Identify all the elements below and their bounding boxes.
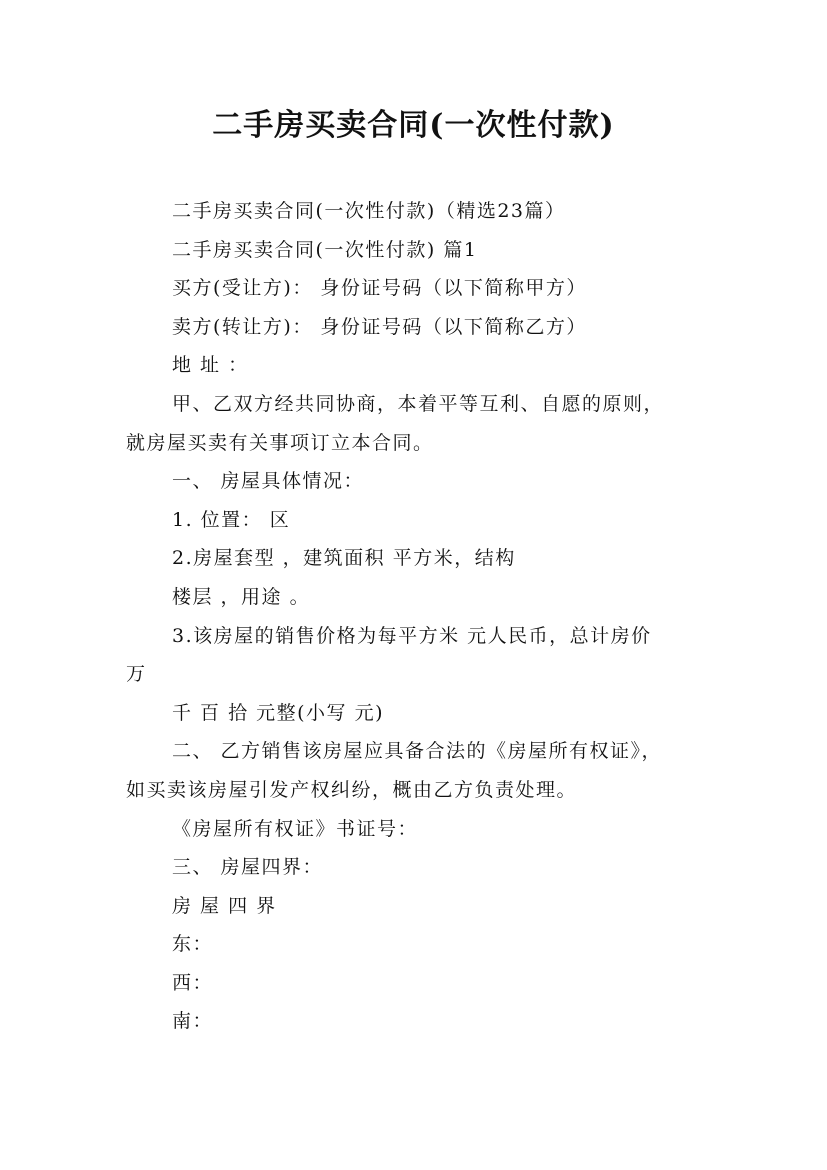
paragraph-line: 房 屋 四 界 [172, 894, 277, 917]
paragraph-line: 买方(受让方)： 身份证号码（以下简称甲方） [172, 277, 587, 300]
paragraph-line: 一、 房屋具体情况： [172, 470, 365, 493]
document-body [126, 192, 726, 1041]
paragraph-line: 楼层 ，用途 。 [172, 585, 311, 608]
paragraph-line: 3.该房屋的销售价格为每平方米 元人民币，总计房价 [172, 624, 652, 647]
paragraph-line: 二手房买卖合同(一次性付款)（精选23篇） [172, 200, 566, 222]
paragraph-line: 2.房屋套型 ，建筑面积 平方米，结构 [172, 547, 516, 570]
paragraph-line: 二、 乙方销售该房屋应具备合法的《房屋所有权证》， [172, 740, 663, 763]
paragraph-line: 南： [172, 1010, 214, 1033]
paragraph-line: 如买卖该房屋引发产权纠纷，概由乙方负责处理。 [126, 778, 578, 801]
paragraph-line: 东： [172, 933, 214, 956]
paragraph-line: 卖方(转让方)： 身份证号码（以下简称乙方） [172, 315, 587, 338]
paragraph-line: 甲、乙双方经共同协商，本着平等互利、自愿的原则， [172, 392, 665, 415]
paragraph-line: 二手房买卖合同(一次性付款) 篇1 [172, 238, 478, 261]
paragraph-line: 三、 房屋四界： [172, 856, 324, 879]
paragraph-line: 千 百 拾 元整(小写 元) [172, 701, 384, 724]
document-title: 二手房买卖合同(一次性付款) [212, 108, 615, 143]
paragraph-line: 地 址 ： [172, 354, 249, 377]
paragraph-line: 西： [172, 971, 214, 994]
paragraph-line: 就房屋买卖有关事项订立本合同。 [126, 431, 434, 454]
paragraph-line: 《房屋所有权证》书证号： [172, 817, 419, 840]
paragraph-line: 1. 位置： 区 [172, 508, 291, 531]
paragraph-line: 万 [126, 663, 147, 686]
